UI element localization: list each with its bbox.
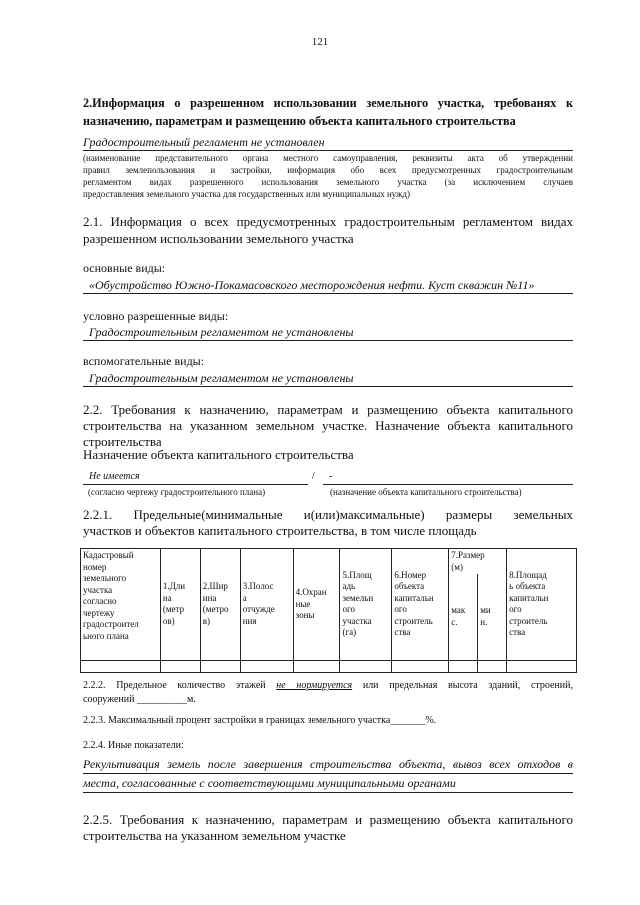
section-2-2-4-label: 2.2.4. Иные показатели: bbox=[83, 740, 184, 751]
main-kinds-value: «Обустройство Южно-Покамасовского месторождения нефти. Куст скважин №11» bbox=[83, 277, 573, 294]
purpose-right-field bbox=[323, 471, 573, 485]
section-2-2-line-1: 2.2. Требования к назначению, параметрам и размещению объекта капитального bbox=[83, 402, 573, 417]
table-row bbox=[81, 660, 577, 672]
section-2-2-2-line-1: 2.2.2. Предельное количество этажей не нормируется или предельная высота зданий, строений, bbox=[83, 680, 573, 691]
purpose-separator: / bbox=[312, 471, 315, 482]
build-percent-blank: _______ bbox=[390, 715, 426, 726]
header-size-min: ми н. bbox=[478, 574, 507, 660]
purpose-right-caption: (назначение объекта капитального строительства) bbox=[330, 487, 522, 497]
regulation-note-line: предоставления земельного участка для государственных или муниципальных нужд) bbox=[83, 189, 410, 199]
purpose-label: Назначение объекта капитального строительства bbox=[83, 447, 354, 462]
section-2-2-line-3: строительства bbox=[83, 434, 162, 449]
header-width: 2.Шир ина (метро в) bbox=[200, 549, 240, 661]
section-2-1-line-2: разрешенном использовании земельного участка bbox=[83, 231, 354, 246]
header-object-number: 6.Номер объекта капитальн ого строитель ства bbox=[392, 549, 449, 661]
section-2-2-1-title bbox=[83, 507, 573, 539]
section-2-2-3: 2.2.3. Максимальный процент застройки в границах земельного участка_______%. bbox=[83, 715, 437, 726]
section-2-2-title bbox=[83, 402, 573, 450]
header-length: 1.Дли на (метр ов) bbox=[160, 549, 200, 661]
section-heading bbox=[83, 94, 573, 130]
header-alienation-strip: 3.Полос а отчужде ния bbox=[240, 549, 293, 661]
regulation-value: Градостроительный регламент не установлен bbox=[83, 134, 573, 151]
header-size-max: мак с. bbox=[449, 574, 478, 660]
header-protection-zones: 4.Охран ные зоны bbox=[293, 549, 340, 661]
regulation-note-line: регламентом видах разрешенного использования земельного участка (за исключением случаев bbox=[83, 177, 573, 187]
max-height-blank: __________ bbox=[136, 694, 187, 705]
purpose-left-caption: (согласно чертежу градостроительного плана) bbox=[88, 487, 266, 497]
header-size: 7.Размер (м) bbox=[449, 549, 507, 575]
conditional-kinds-value: Градостроительным регламентом не установлены bbox=[83, 324, 573, 341]
purpose-right-value: - bbox=[329, 471, 333, 482]
conditional-kinds-label: условно разрешенные виды: bbox=[83, 309, 229, 323]
section-2-2-5-line-1: 2.2.5. Требования к назначению, параметрам и размещению объекта капитального bbox=[83, 812, 573, 827]
parameters-table bbox=[80, 548, 577, 673]
auxiliary-kinds-value: Градостроительным регламентом не установлены bbox=[83, 370, 573, 387]
page-number: 121 bbox=[311, 36, 329, 48]
regulation-note-line: (наименование представительного органа местного самоуправления, реквизиты акта об утверждении bbox=[83, 153, 573, 163]
section-2-2-5-line-2: строительства на указанном земельном участке bbox=[83, 828, 346, 843]
purpose-values-row bbox=[83, 471, 573, 485]
auxiliary-kinds-label: вспомогательные виды: bbox=[83, 354, 205, 368]
regulation-note bbox=[83, 152, 573, 200]
other-indicators-value bbox=[83, 755, 573, 793]
main-kinds-label: основные виды: bbox=[83, 261, 166, 275]
floors-limit-value: не нормируется bbox=[276, 680, 353, 691]
section-2-2-2 bbox=[83, 679, 573, 707]
heading-line-2: назначению, параметрам и размещению объекта капитального строительства bbox=[83, 114, 516, 128]
section-2-2-line-2: строительства на указанном земельном участке. Назначение объекта капитального bbox=[83, 418, 573, 433]
purpose-left-field bbox=[83, 471, 308, 485]
other-indicators-line-2: места, согласованные с соответствующими муниципальными органами bbox=[83, 774, 573, 793]
purpose-left-value: Не имеется bbox=[89, 471, 140, 482]
section-2-2-5-title bbox=[83, 812, 573, 844]
regulation-note-line: правил землепользования и застройки, информация обо всех предусмотренных градостроительным bbox=[83, 165, 573, 175]
section-2-2-1-line-2: участков и объектов капитального строительства, в том числе площадь bbox=[83, 523, 477, 538]
header-object-area: 8.Площад ь объекта капитальн ого строитель ства bbox=[507, 549, 577, 661]
other-indicators-line-1: Рекультивация земель после завершения строительства объекта, вывоз всех отходов в bbox=[83, 755, 573, 774]
header-cadastral-number: Кадастровый номер земельного участка согласно чертежу градостроител ьного плана bbox=[81, 549, 161, 661]
section-2-1-line-1: 2.1. Информация о всех предусмотренных градостроительным регламентом видах bbox=[83, 214, 573, 229]
heading-line-1: 2.Информация о разрешенном использовании земельного участка, требованях к bbox=[83, 96, 573, 110]
section-2-1-title bbox=[83, 213, 573, 247]
section-2-2-2-line-2: сооружений __________м. bbox=[83, 694, 196, 705]
header-plot-area: 5.Площ адь земельн ого участка (га) bbox=[340, 549, 392, 661]
section-2-2-1-line-1: 2.2.1. Предельные(минимальные и(или)максимальные) размеры земельных bbox=[83, 507, 573, 522]
